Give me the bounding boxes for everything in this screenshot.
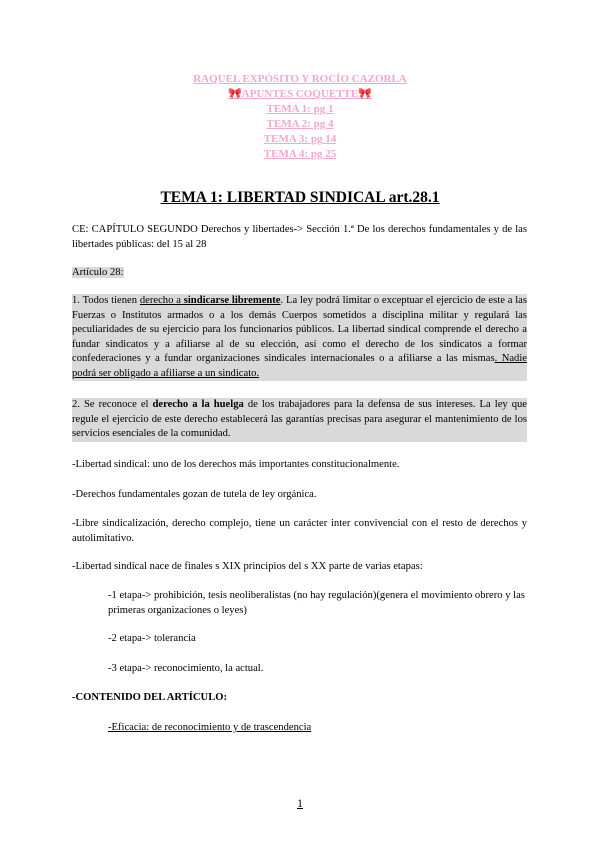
section-heading: -CONTENIDO DEL ARTÍCULO: (72, 692, 228, 703)
toc-item[interactable]: TEMA 2: pg 4 (266, 118, 334, 130)
subsection-item: -Eficacia: de reconocimiento y de trascendencia (108, 722, 312, 733)
cover-header (0, 72, 600, 162)
stage-item: -1 etapa-> prohibición, tesis neoliberalistas (no hay regulación)(genera el movimiento obrero y las primeras organizaciones o leyes) (108, 590, 525, 616)
articulo-label: Artículo 28: (72, 267, 124, 278)
note-line: -Libertad sindical nace de finales s XIX principios del s XX parte de varias etapas: (72, 561, 423, 572)
page-title: TEMA 1: LIBERTAD SINDICAL art.28.1 (160, 189, 440, 206)
authors-line: RAQUEL EXPÓSITO Y ROCÍO CAZORLA (193, 73, 407, 85)
toc-item[interactable]: TEMA 4: pg 25 (263, 148, 337, 160)
article-paragraph-2: 2. Se reconoce el derecho a la huelga de los trabajadores para la defensa de sus intereses. La ley que regule el ejercicio de este derecho establecerá las garantías precisas para asegurar el mantenimiento de los servicios esenciales de la comunidad. (72, 398, 527, 442)
ce-reference: CE: CAPÍTULO SEGUNDO Derechos y libertades-> Sección 1.ª De los derechos fundamentales y de las libertades públicas: del 15 al 28 (72, 224, 527, 250)
note-line: -Derechos fundamentales gozan de tutela de ley orgánica. (72, 489, 317, 500)
article-paragraph-1: 1. Todos tienen derecho a sindicarse libremente. La ley podrá limitar o exceptuar el ejercicio de este a las Fuerzas o Institutos armados o a los demás Cuerpos sometidos a disciplina militar y regulará las peculiaridades de su ejercicio para los funcionarios públicos. La libertad sindical comprende el derecho a fundar sindicatos y a afiliarse al de su elección, así como el derecho de los sindicatos a formar confederaciones y a fundar organizaciones sindicales internacionales o a afiliarse a las mismas. Nadie podrá ser obligado a afiliarse a un sindicato. (72, 294, 527, 381)
subtitle-line: 🎀APUNTES COQUETTE🎀 (228, 88, 372, 100)
page-number: 1 (297, 796, 303, 810)
note-line: -Libre sindicalización, derecho complejo, tiene un carácter inter convivencial con el resto de derechos y autolimitativo. (72, 518, 527, 544)
stage-item: -3 etapa-> reconocimiento, la actual. (108, 663, 264, 674)
toc-item[interactable]: TEMA 1: pg 1 (266, 103, 334, 115)
toc-item[interactable]: TEMA 3: pg 14 (263, 133, 337, 145)
stage-item: -2 etapa-> tolerancia (108, 633, 196, 644)
note-line: -Libertad sindical: uno de los derechos más importantes constitucionalmente. (72, 459, 400, 470)
